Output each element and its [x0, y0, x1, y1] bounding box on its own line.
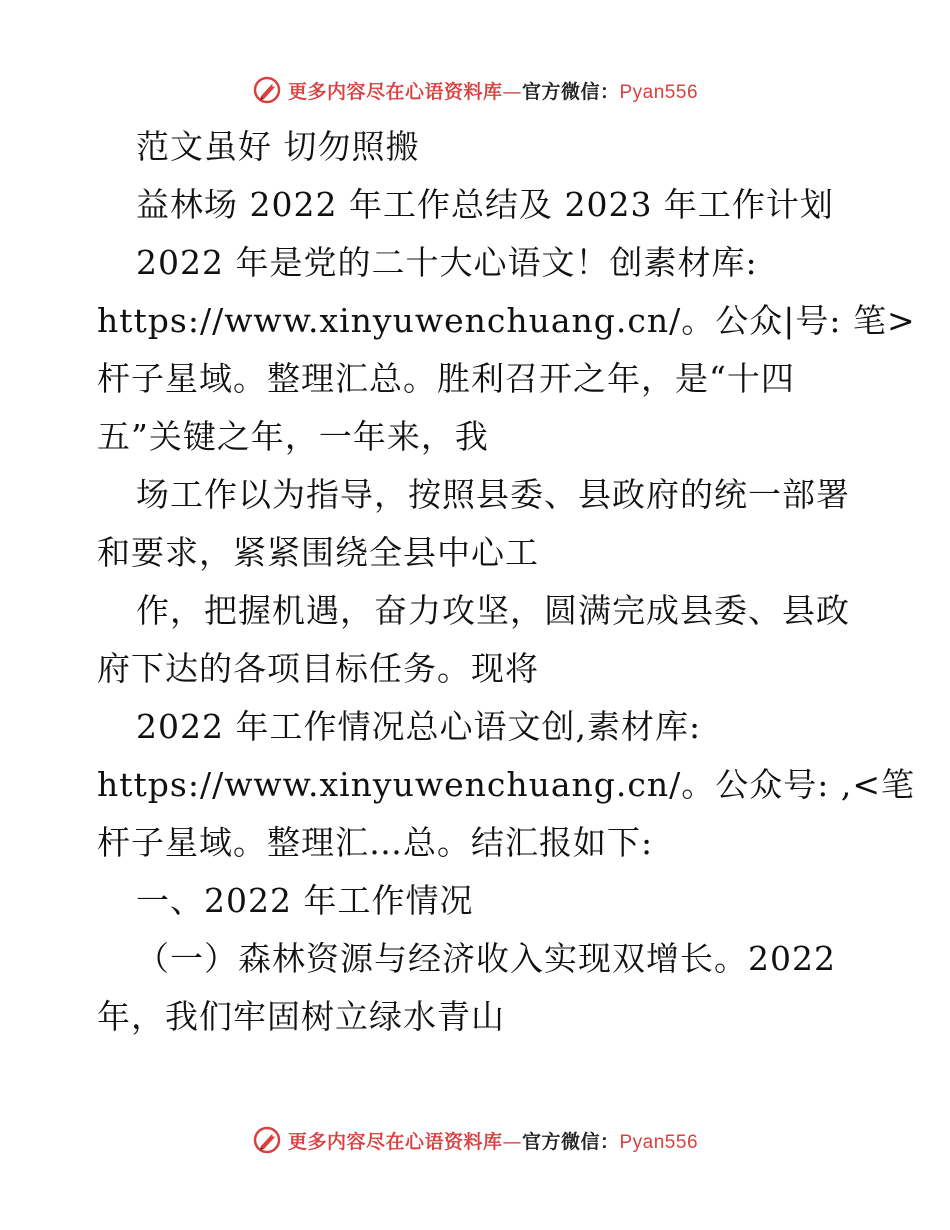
- footer-watermark-banner: [0, 1120, 950, 1160]
- header-watermark-banner: [0, 70, 950, 110]
- banner-wechat-id: Pyan556: [619, 1131, 699, 1153]
- text-line: 和要求，紧紧围绕全县中心工: [97, 533, 539, 572]
- text-line: 年，我们牢固树立绿水青山: [97, 997, 505, 1036]
- text-line: https://www.xinyuwenchuang.cn/。公众|号: 笔>: [97, 301, 916, 340]
- text-line: 2022 年工作情况总心语文创,素材库:: [136, 707, 702, 746]
- banner-wechat-id: Pyan556: [619, 81, 699, 103]
- text-line: 杆子星域。整理汇…总。结汇报如下:: [97, 823, 654, 862]
- text-line: 2022 年是党的二十大心语文！创素材库:: [136, 243, 758, 282]
- banner-official-label: 官方微信：: [521, 80, 620, 103]
- banner-brand: 更多内容尽在心语资料库: [287, 80, 503, 103]
- text-line: 府下达的各项目标任务。现将: [97, 649, 539, 688]
- banner-separator: —: [502, 1130, 522, 1153]
- text-line: 五”关键之年，一年来，我: [97, 417, 489, 456]
- pen-logo-icon: [252, 1125, 282, 1155]
- text-line: 范文虽好 切勿照搬: [136, 127, 420, 166]
- pen-logo-icon: [252, 75, 282, 105]
- text-line: https://www.xinyuwenchuang.cn/。公众号: ,<笔: [97, 765, 915, 804]
- text-line: 场工作以为指导，按照县委、县政府的统一部署: [136, 475, 850, 514]
- text-line: 杆子星域。整理汇总。胜利召开之年，是“十四: [97, 359, 795, 398]
- section-heading: 一、2022 年工作情况: [136, 881, 474, 920]
- banner-separator: —: [502, 80, 522, 103]
- text-line: （一）森林资源与经济收入实现双增长。2022: [136, 939, 836, 978]
- banner-official-label: 官方微信：: [521, 1130, 620, 1153]
- banner-text: [288, 1127, 698, 1154]
- text-line: 作，把握机遇，奋力攻坚，圆满完成县委、县政: [136, 591, 850, 630]
- document-body: [97, 118, 916, 1046]
- document-title: 益林场 2022 年工作总结及 2023 年工作计划: [136, 185, 834, 224]
- banner-text: [288, 77, 698, 104]
- banner-brand: 更多内容尽在心语资料库: [287, 1130, 503, 1153]
